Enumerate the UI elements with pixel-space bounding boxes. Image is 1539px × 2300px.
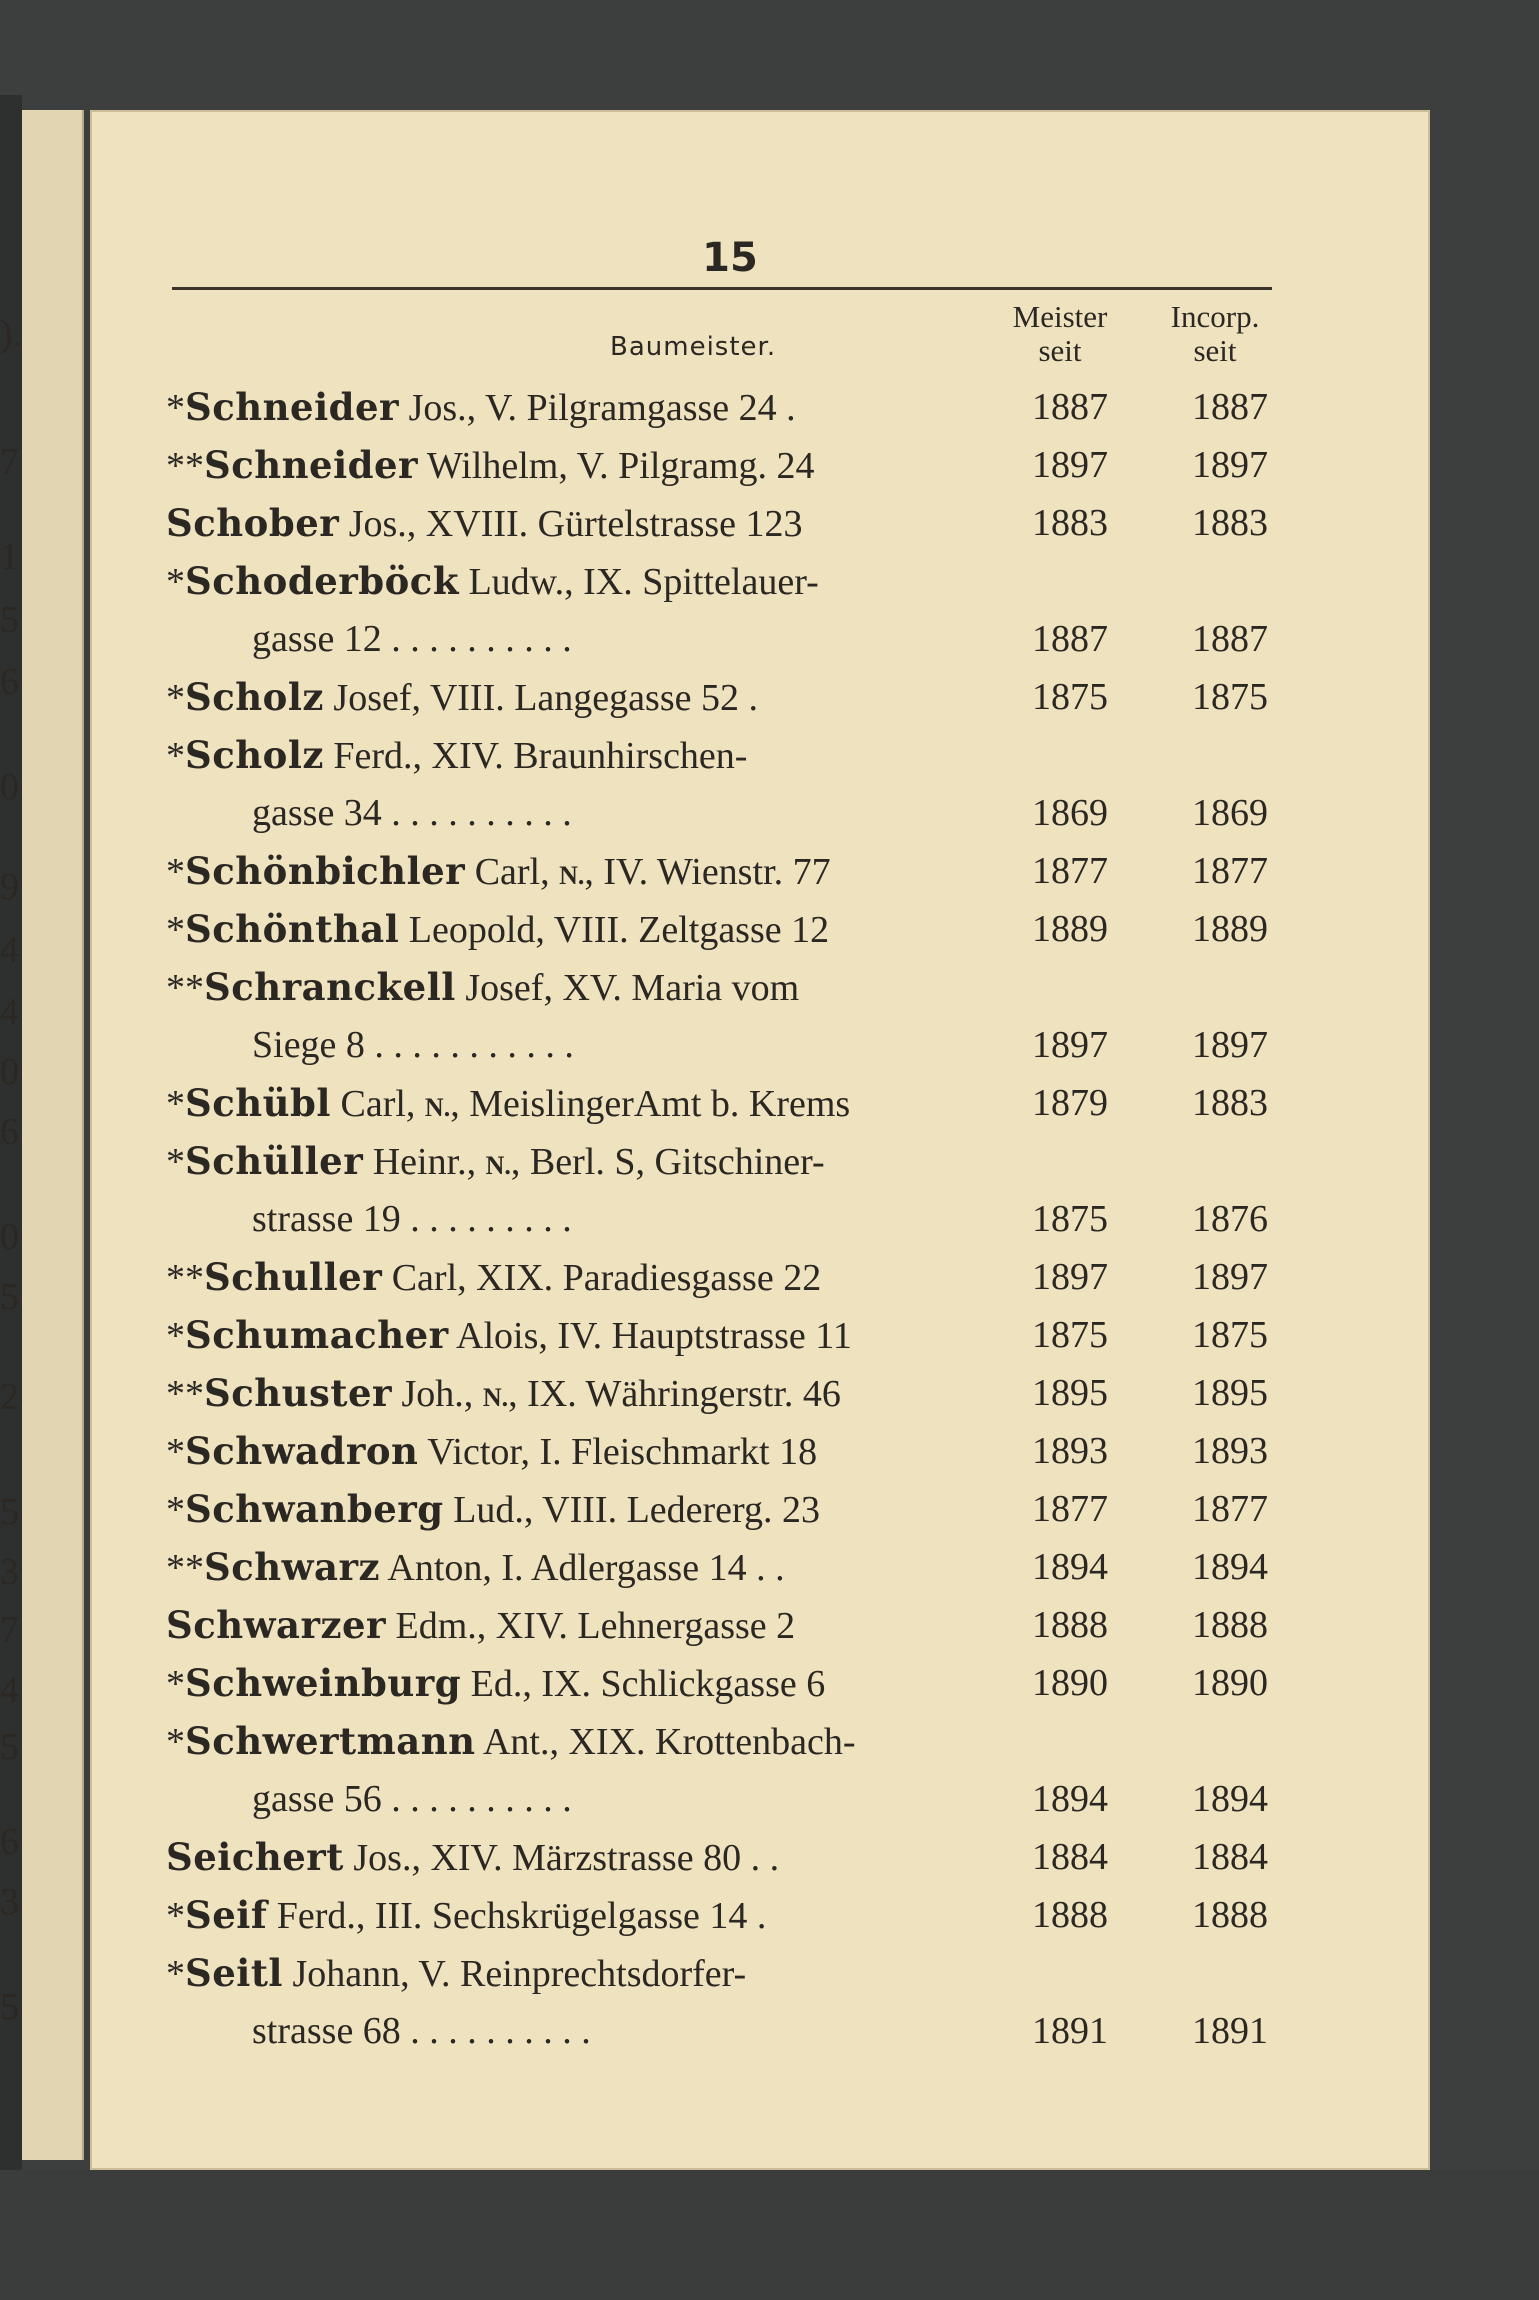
edge-digit: 2: [0, 1376, 19, 1418]
entry-marker: *: [166, 1431, 185, 1473]
entry-details: Alois, IV. Hauptstrasse 11: [448, 1315, 852, 1357]
meister-year: 1883: [1032, 502, 1108, 544]
incorp-year: 1897: [1192, 444, 1268, 486]
edge-digit: 5: [0, 1726, 19, 1768]
edge-digit: 1: [0, 536, 19, 578]
entry-marker: **: [166, 967, 204, 1009]
column-header-meister-line1: Meister: [1012, 299, 1108, 334]
entry-line: [166, 1368, 986, 1418]
entry-name: Schoderböck: [185, 559, 459, 603]
incorp-year: 1884: [1192, 1836, 1268, 1878]
meister-year: 1894: [1032, 1778, 1108, 1820]
entry-line: [166, 1716, 986, 1766]
meister-year: 1875: [1032, 1314, 1108, 1356]
entry-line: [166, 382, 986, 432]
entry-marker: *: [166, 1663, 185, 1705]
entry-line: [166, 846, 986, 896]
edge-digit: 5: [0, 599, 19, 641]
entry-marker: *: [166, 735, 185, 777]
entry-continuation: strasse 19 . . . . . . . . .: [252, 1198, 572, 1240]
entry-marker: **: [166, 1547, 204, 1589]
entry-details: Ed., IX. Schlickgasse 6: [461, 1663, 826, 1705]
entry-marker: **: [166, 445, 204, 487]
entry-marker: *: [166, 909, 185, 951]
edge-digit: 5: [0, 1986, 19, 2028]
edge-digit: 7: [0, 1609, 19, 1651]
edge-digit: 6: [0, 661, 19, 703]
entry-marker: *: [166, 1953, 185, 1995]
incorp-year: 1889: [1192, 908, 1268, 950]
meister-year: 1894: [1032, 1546, 1108, 1588]
incorp-year: 1883: [1192, 1082, 1268, 1124]
entry-marker: *: [166, 1721, 185, 1763]
entry-name: Scholz: [185, 733, 324, 777]
meister-year: 1887: [1032, 386, 1108, 428]
edge-digit: 4: [0, 1669, 19, 1711]
entry-details: Carl, XIX. Paradiesgasse 22: [382, 1257, 822, 1299]
entry-details: Jos., XIV. Märzstrasse 80 . .: [343, 1837, 780, 1879]
entry-details: Ant., XIX. Krottenbach-: [475, 1721, 856, 1763]
column-header-incorp-line2: seit: [1193, 333, 1237, 369]
meister-year: 1890: [1032, 1662, 1108, 1704]
entry-details: Josef, VIII. Langegasse 52 .: [323, 677, 758, 719]
page-number: 15: [702, 235, 758, 281]
meister-year: 1891: [1032, 2010, 1108, 2052]
entry-details: Heinr.,: [363, 1141, 486, 1183]
edge-digit: ).: [0, 313, 23, 355]
entry-details: Joh.,: [392, 1373, 483, 1415]
entry-name: Schwanberg: [185, 1487, 444, 1531]
background-surface: [0, 2170, 1539, 2300]
entry-marker: *: [166, 1895, 185, 1937]
entry-marker: **: [166, 1257, 204, 1299]
incorp-year: 1875: [1192, 676, 1268, 718]
edge-digit: 0: [0, 766, 19, 808]
edge-digit: 9: [0, 866, 19, 908]
entry-name: Schneider: [204, 443, 419, 487]
meister-year: 1897: [1032, 444, 1108, 486]
edge-digit: 3: [0, 1881, 19, 1923]
meister-year: 1875: [1032, 676, 1108, 718]
entry-n-mark: N.: [424, 1093, 451, 1122]
meister-year: 1893: [1032, 1430, 1108, 1472]
entry-name: Seichert: [166, 1835, 344, 1879]
entry-details-cont: , Berl. S, Gitschiner-: [510, 1141, 825, 1183]
meister-year: 1895: [1032, 1372, 1108, 1414]
incorp-year: 1897: [1192, 1024, 1268, 1066]
entry-name: Seitl: [185, 1951, 283, 1995]
entry-name: Schwertmann: [185, 1719, 476, 1763]
entry-name: Schwadron: [185, 1429, 419, 1473]
meister-year: 1879: [1032, 1082, 1108, 1124]
edge-digit: 0: [0, 1216, 19, 1258]
entry-line: [166, 498, 986, 548]
entry-name: Schübl: [185, 1081, 331, 1125]
meister-year: 1869: [1032, 792, 1108, 834]
incorp-year: 1869: [1192, 792, 1268, 834]
incorp-year: 1894: [1192, 1778, 1268, 1820]
entry-details: Carl,: [330, 1083, 425, 1125]
entry-line: [166, 556, 986, 606]
meister-year: 1889: [1032, 908, 1108, 950]
entry-line: [166, 904, 986, 954]
edge-digit: 5: [0, 1491, 19, 1533]
incorp-year: 1893: [1192, 1430, 1268, 1472]
entry-details-cont: , MeislingerAmt b. Krems: [450, 1083, 851, 1125]
incorp-year: 1890: [1192, 1662, 1268, 1704]
incorp-year: 1888: [1192, 1604, 1268, 1646]
entry-line: [166, 1252, 986, 1302]
entry-line: [166, 1078, 986, 1128]
entry-n-mark: N.: [559, 861, 585, 890]
meister-year: 1877: [1032, 1488, 1108, 1530]
entry-name: Schneider: [185, 385, 400, 429]
meister-year: 1884: [1032, 1836, 1108, 1878]
entry-continuation: gasse 34 . . . . . . . . . .: [252, 792, 572, 834]
entry-n-mark: N.: [482, 1383, 509, 1412]
meister-year: 1877: [1032, 850, 1108, 892]
entry-name: Schranckell: [204, 965, 456, 1009]
entry-details: Anton, I. Adlergasse 14 . .: [379, 1547, 785, 1589]
entry-name: Schwarz: [204, 1545, 380, 1589]
entry-continuation: gasse 56 . . . . . . . . . .: [252, 1778, 572, 1820]
meister-year: 1888: [1032, 1894, 1108, 1936]
entry-n-mark: N.: [485, 1151, 511, 1180]
entry-marker: *: [166, 677, 185, 719]
entry-details: Victor, I. Fleischmarkt 18: [418, 1431, 818, 1473]
entry-details: Wilhelm, V. Pilgramg. 24: [418, 445, 815, 487]
entry-continuation: gasse 12 . . . . . . . . . .: [252, 618, 572, 660]
entry-name: Schweinburg: [185, 1661, 462, 1705]
entry-details: Lud., VIII. Ledererg. 23: [443, 1489, 821, 1531]
entry-marker: *: [166, 1083, 185, 1125]
entry-line: [166, 1948, 986, 1998]
incorp-year: 1887: [1192, 618, 1268, 660]
entry-details: Jos., XVIII. Gürtelstrasse 123: [339, 503, 803, 545]
incorp-year: 1894: [1192, 1546, 1268, 1588]
meister-year: 1897: [1032, 1256, 1108, 1298]
entry-continuation: strasse 68 . . . . . . . . . .: [252, 2010, 591, 2052]
entry-line: [166, 1600, 986, 1650]
column-header-meister-line2: seit: [1038, 333, 1082, 369]
incorp-year: 1883: [1192, 502, 1268, 544]
entry-line: [166, 440, 986, 490]
entry-marker: *: [166, 561, 185, 603]
edge-digit: 6: [0, 1111, 19, 1153]
entry-name: Schönthal: [185, 907, 400, 951]
meister-year: 1875: [1032, 1198, 1108, 1240]
entry-details-cont: , IX. Währingerstr. 46: [508, 1373, 841, 1415]
incorp-year: 1888: [1192, 1894, 1268, 1936]
entry-name: Schönbichler: [185, 849, 466, 893]
entry-marker: *: [166, 387, 185, 429]
entry-marker: *: [166, 851, 185, 893]
entry-details: Ferd., III. Sechskrügelgasse 14 .: [267, 1895, 767, 1937]
entry-name: Schüller: [185, 1139, 364, 1183]
entry-details: Jos., V. Pilgramgasse 24 .: [399, 387, 796, 429]
entry-line: [166, 1426, 986, 1476]
entry-name: Schwarzer: [166, 1603, 387, 1647]
entry-name: Schuster: [204, 1371, 393, 1415]
entry-line: [166, 1310, 986, 1360]
incorp-year: 1876: [1192, 1198, 1268, 1240]
meister-year: 1887: [1032, 618, 1108, 660]
entry-details: Carl,: [465, 851, 560, 893]
entry-line: [166, 1542, 986, 1592]
meister-year: 1888: [1032, 1604, 1108, 1646]
entry-line: [166, 962, 986, 1012]
meister-year: 1897: [1032, 1024, 1108, 1066]
entry-name: Schumacher: [185, 1313, 449, 1357]
entry-line: [166, 1136, 986, 1186]
incorp-year: 1897: [1192, 1256, 1268, 1298]
entry-details-cont: , IV. Wienstr. 77: [584, 851, 831, 893]
entry-marker: *: [166, 1489, 185, 1531]
entry-line: [166, 1658, 986, 1708]
entry-name: Schober: [166, 501, 340, 545]
entry-details: Leopold, VIII. Zeltgasse 12: [399, 909, 830, 951]
incorp-year: 1895: [1192, 1372, 1268, 1414]
entry-line: [166, 672, 986, 722]
entry-marker: *: [166, 1315, 185, 1357]
entry-line: [166, 1890, 986, 1940]
edge-digit: 6: [0, 1821, 19, 1863]
entry-name: Schuller: [204, 1255, 383, 1299]
edge-digit: 4: [0, 929, 19, 971]
entry-details: Josef, XV. Maria vom: [455, 967, 800, 1009]
entry-details: Ferd., XIV. Braunhirschen-: [323, 735, 748, 777]
incorp-year: 1891: [1192, 2010, 1268, 2052]
entry-marker: *: [166, 1141, 185, 1183]
edge-digit: 5: [0, 1276, 19, 1318]
edge-digit: 7: [0, 441, 19, 483]
entry-marker: **: [166, 1373, 204, 1415]
edge-digit: 3: [0, 1551, 19, 1593]
entry-continuation: Siege 8 . . . . . . . . . . .: [252, 1024, 574, 1066]
entry-line: [166, 730, 986, 780]
entry-name: Seif: [185, 1893, 268, 1937]
incorp-year: 1877: [1192, 1488, 1268, 1530]
incorp-year: 1887: [1192, 386, 1268, 428]
entry-details: Edm., XIV. Lehnergasse 2: [386, 1605, 796, 1647]
column-header-incorp-line1: Incorp.: [1170, 299, 1260, 334]
incorp-year: 1875: [1192, 1314, 1268, 1356]
entry-details: Johann, V. Reinprechtsdorfer-: [282, 1953, 747, 1995]
edge-digit: 0: [0, 1051, 19, 1093]
entry-line: [166, 1832, 986, 1882]
entry-details: Ludw., IX. Spittelauer-: [458, 561, 819, 603]
incorp-year: 1877: [1192, 850, 1268, 892]
section-heading: Baumeister.: [610, 332, 777, 362]
edge-digit: 4: [0, 991, 19, 1033]
entry-name: Scholz: [185, 675, 324, 719]
entry-line: [166, 1484, 986, 1534]
